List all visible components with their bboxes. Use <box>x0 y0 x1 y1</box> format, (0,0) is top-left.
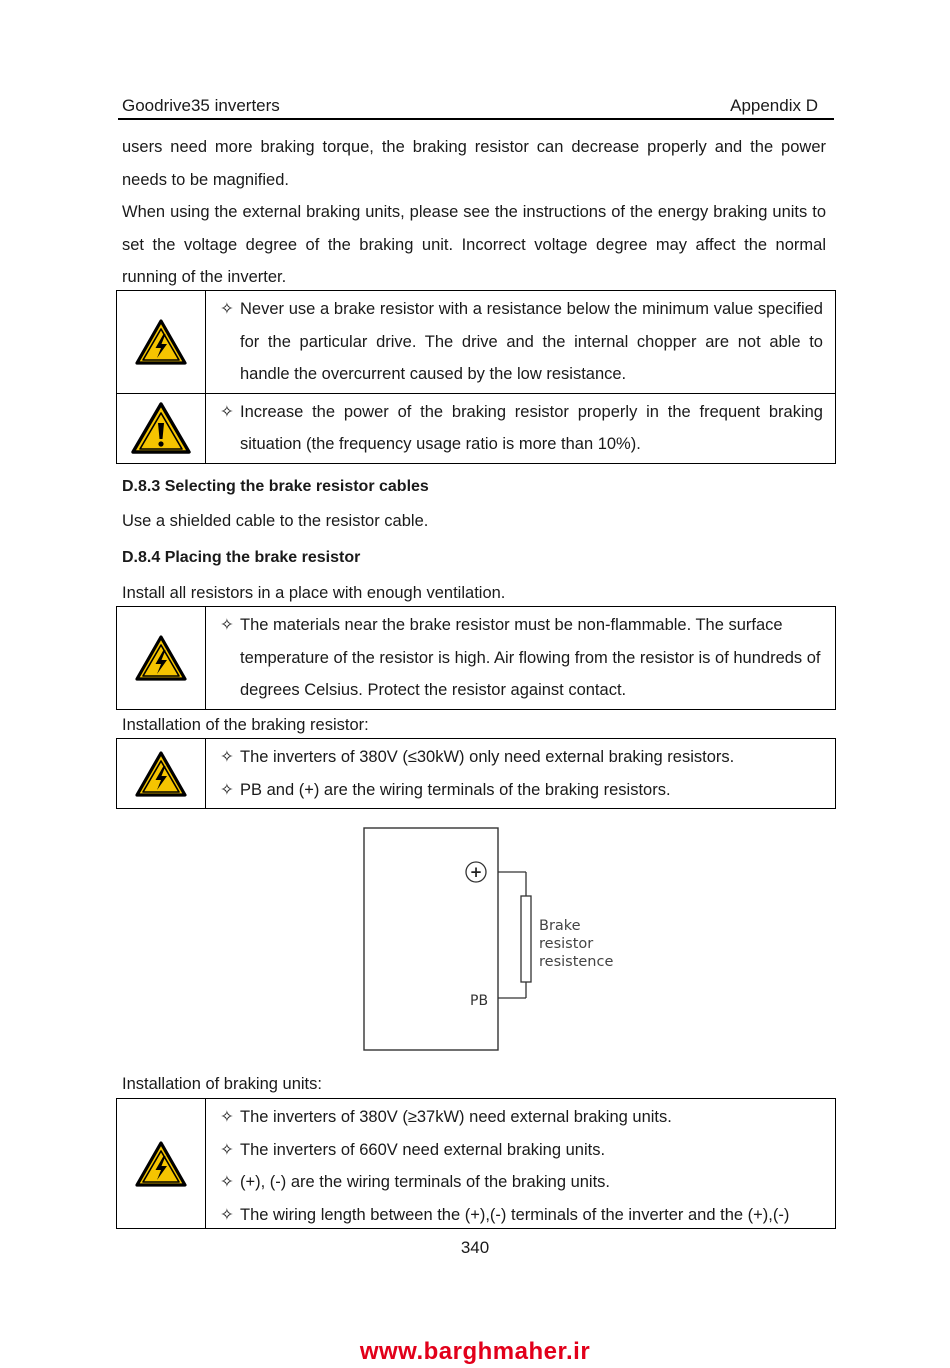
warning-row <box>117 291 835 393</box>
warning-table-4 <box>116 1098 836 1229</box>
icon-cell <box>117 291 206 393</box>
paragraph-2: When using the external braking units, please see the instructions of the energy braking units to set the voltage degree of the braking unit. Incorrect voltage degree may affect the normal running of the inverter. <box>122 203 826 286</box>
pb-terminal-label: PB <box>470 993 489 1009</box>
page-number: 340 <box>460 1238 490 1257</box>
bullet-icon: ✧ <box>220 1173 234 1191</box>
bullet-icon: ✧ <box>220 1140 234 1159</box>
resistor-label-line-3: resistence <box>539 954 614 970</box>
bullet-icon: ✧ <box>220 748 234 766</box>
warning-row <box>117 393 835 463</box>
install-units-label: Installation of braking units: <box>122 1075 322 1093</box>
brake-resistor-wiring-diagram <box>360 824 640 1054</box>
warning-text: The inverters of 380V (≥37kW) need external braking units. <box>240 1108 672 1126</box>
bullet-icon: ✧ <box>220 616 234 634</box>
bullet-icon: ✧ <box>220 300 234 318</box>
icon-cell <box>117 607 206 709</box>
resistor-label-line-1: Brake <box>539 918 581 934</box>
warning-text: Increase the power of the braking resistor properly in the frequent braking situation (the frequency usage ratio is more than 10%). <box>240 402 823 453</box>
website-watermark: www.barghmaher.ir <box>359 1338 591 1365</box>
warning-text: (+), (-) are the wiring terminals of the braking units. <box>240 1173 611 1191</box>
general-warning-icon <box>130 401 192 455</box>
section-heading-d84: D.8.4 Placing the brake resistor <box>122 549 361 566</box>
high-voltage-warning-icon <box>134 1140 188 1188</box>
high-voltage-warning-icon <box>134 318 188 366</box>
warning-text: The materials near the brake resistor must be non-flammable. The surface temperature of the resistor is high. Air flowing from the resistor is of hundreds of degrees Celsius. Protect the resistor against contact. <box>240 616 821 699</box>
bullet-icon: ✧ <box>220 1108 234 1126</box>
install-resistor-label: Installation of the braking resistor: <box>122 716 369 734</box>
inverter-box <box>364 828 498 1050</box>
warning-row <box>117 739 835 808</box>
section-heading-d83: D.8.3 Selecting the brake resistor cables <box>122 478 429 495</box>
icon-cell <box>117 739 206 808</box>
warning-text: PB and (+) are the wiring terminals of the braking resistors. <box>240 780 671 799</box>
warning-text: The inverters of 660V need external braking units. <box>240 1140 606 1159</box>
section-text-d83: Use a shielded cable to the resistor cable. <box>122 512 429 530</box>
warning-table-1 <box>116 290 836 464</box>
high-voltage-warning-icon <box>134 634 188 682</box>
bullet-icon: ✧ <box>220 402 234 421</box>
section-text-d84: Install all resistors in a place with enough ventilation. <box>122 584 506 602</box>
header-title: Goodrive35 inverters <box>122 96 280 115</box>
warning-text: The inverters of 380V (≤30kW) only need external braking resistors. <box>240 748 735 766</box>
bullet-icon: ✧ <box>220 780 234 799</box>
high-voltage-warning-icon <box>134 750 188 798</box>
warning-text: Never use a brake resistor with a resistance below the minimum value specified for the particular drive. The drive and the internal chopper are not able to handle the overcurrent caused by the low resistance. <box>240 300 823 383</box>
paragraph-1: users need more braking torque, the braking resistor can decrease properly and the power needs to be magnified. <box>122 138 826 189</box>
warning-row <box>117 1099 835 1228</box>
resistor-label-line-2: resistor <box>539 936 594 952</box>
plus-terminal-label: + <box>469 863 483 881</box>
warning-table-2 <box>116 606 836 710</box>
icon-cell <box>117 394 206 463</box>
warning-text: The wiring length between the (+),(-) terminals of the inverter and the (+),(-) <box>240 1205 790 1224</box>
warning-table-3 <box>116 738 836 809</box>
header-appendix: Appendix D <box>730 96 818 115</box>
icon-cell <box>117 1099 206 1228</box>
header-rule <box>118 118 834 120</box>
resistor-symbol <box>521 896 531 982</box>
warning-row <box>117 607 835 709</box>
bullet-icon: ✧ <box>220 1205 234 1224</box>
